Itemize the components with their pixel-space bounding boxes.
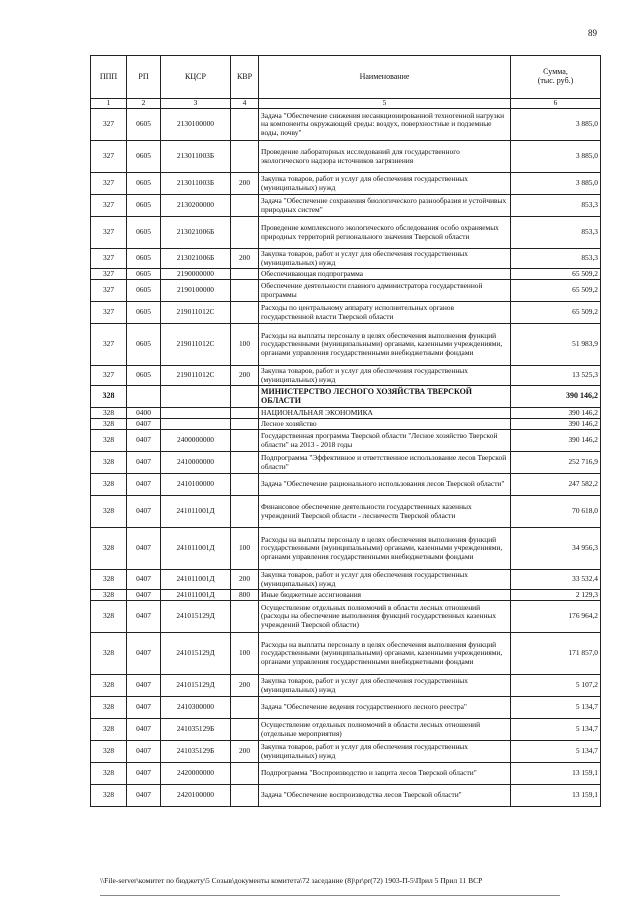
cell-kcsr: [161, 419, 231, 430]
cell-kvr: [231, 408, 259, 419]
cell-sum: 853,3: [511, 217, 601, 249]
header-kcsr: КЦСР: [161, 56, 231, 99]
cell-kvr: [231, 386, 259, 408]
cell-name: Обеспечивающая подпрограмма: [259, 269, 511, 280]
cell-kcsr: 241015129Д: [161, 675, 231, 697]
table-row: [91, 452, 601, 474]
cell-kvr: 100: [231, 528, 259, 570]
cell-name: Задача "Обеспечение воспроизводства лесов Тверской области": [259, 785, 511, 807]
cell-rp: 0407: [127, 741, 161, 763]
cell-rp: 0407: [127, 697, 161, 719]
table-row: [91, 785, 601, 807]
cell-kvr: 200: [231, 741, 259, 763]
cell-name: Осуществление отдельных полномочий в области лесных отношений (расходы на обеспечение выполнения функций государственных казенных учреждений Тверской области): [259, 601, 511, 633]
cell-kvr: [231, 302, 259, 324]
cell-name: Расходы на выплаты персоналу в целях обеспечения выполнения функций государственными (муниципальными) органами, казенными учреждениями, органами управления государственными внебюджетными фондами: [259, 633, 511, 675]
scan-divider: [100, 895, 560, 896]
cell-ppp: 328: [91, 430, 127, 452]
cell-name: НАЦИОНАЛЬНАЯ ЭКОНОМИКА: [259, 408, 511, 419]
cell-kvr: [231, 280, 259, 302]
cell-name: Подпрограмма "Эффективное и ответственное использование лесов Тверской области": [259, 452, 511, 474]
cell-ppp: 327: [91, 195, 127, 217]
cell-sum: 252 716,9: [511, 452, 601, 474]
cell-sum: 390 146,2: [511, 430, 601, 452]
cell-rp: 0605: [127, 195, 161, 217]
header-ppp: ППП: [91, 56, 127, 99]
cell-kvr: [231, 141, 259, 173]
cell-sum: 65 509,2: [511, 269, 601, 280]
cell-kcsr: 241035129Б: [161, 719, 231, 741]
cell-rp: 0605: [127, 324, 161, 366]
cell-name: Расходы по центральному аппарату исполнительных органов государственной власти Тверской области: [259, 302, 511, 324]
cell-ppp: 328: [91, 419, 127, 430]
cell-kcsr: 2410100000: [161, 474, 231, 496]
cell-kvr: 200: [231, 675, 259, 697]
table-row: [91, 173, 601, 195]
cell-kvr: [231, 419, 259, 430]
cell-rp: 0605: [127, 269, 161, 280]
cell-sum: 65 509,2: [511, 302, 601, 324]
table-row: [91, 366, 601, 386]
cell-ppp: 328: [91, 675, 127, 697]
cell-sum: 5 134,7: [511, 719, 601, 741]
cell-sum: 171 857,0: [511, 633, 601, 675]
column-number: 1: [91, 99, 127, 109]
table-row: [91, 217, 601, 249]
cell-kvr: [231, 697, 259, 719]
cell-sum: 13 159,1: [511, 785, 601, 807]
cell-kvr: 200: [231, 570, 259, 590]
cell-rp: 0407: [127, 675, 161, 697]
cell-ppp: 328: [91, 633, 127, 675]
cell-ppp: 328: [91, 408, 127, 419]
cell-name: Закупка товаров, работ и услуг для обеспечения государственных (муниципальных) нужд: [259, 570, 511, 590]
cell-rp: 0407: [127, 452, 161, 474]
cell-kvr: 200: [231, 173, 259, 195]
cell-ppp: 327: [91, 269, 127, 280]
cell-ppp: 328: [91, 496, 127, 528]
cell-rp: 0605: [127, 280, 161, 302]
table-row: [91, 386, 601, 408]
header-sum: Сумма, (тыс. руб.): [511, 56, 601, 99]
table-row: [91, 408, 601, 419]
table-row: [91, 719, 601, 741]
cell-kcsr: 2130100000: [161, 109, 231, 141]
cell-sum: 5 107,2: [511, 675, 601, 697]
cell-ppp: 328: [91, 386, 127, 408]
cell-name: Финансовое обеспечение деятельности государственных казенных учреждений Тверской области - лесничеств Тверской области: [259, 496, 511, 528]
page-number: 89: [588, 28, 597, 38]
column-number: 5: [259, 99, 511, 109]
cell-sum: 13 525,3: [511, 366, 601, 386]
column-number: 6: [511, 99, 601, 109]
cell-kvr: 200: [231, 366, 259, 386]
cell-rp: 0407: [127, 719, 161, 741]
cell-rp: 0605: [127, 217, 161, 249]
cell-rp: 0605: [127, 173, 161, 195]
cell-name: Расходы на выплаты персоналу в целях обеспечения выполнения функций государственными (муниципальными) органами, казенными учреждениями, органами управления государственными внебюджетными фондами: [259, 528, 511, 570]
cell-rp: 0407: [127, 474, 161, 496]
cell-name: МИНИСТЕРСТВО ЛЕСНОГО ХОЗЯЙСТВА ТВЕРСКОЙ ОБЛАСТИ: [259, 386, 511, 408]
cell-name: Проведение комплексного экологического обследования особо охраняемых природных территорий регионального значения Тверской области: [259, 217, 511, 249]
cell-sum: 853,3: [511, 249, 601, 269]
cell-kcsr: 213011003Б: [161, 141, 231, 173]
cell-kvr: [231, 763, 259, 785]
table-row: [91, 430, 601, 452]
cell-kcsr: 2410000000: [161, 452, 231, 474]
cell-sum: 390 146,2: [511, 386, 601, 408]
cell-kcsr: 241011001Д: [161, 496, 231, 528]
cell-kcsr: 2410300000: [161, 697, 231, 719]
cell-kcsr: 241011001Д: [161, 590, 231, 601]
cell-ppp: 327: [91, 280, 127, 302]
cell-kcsr: 213011003Б: [161, 173, 231, 195]
cell-kcsr: [161, 386, 231, 408]
cell-kcsr: 241015129Д: [161, 633, 231, 675]
cell-rp: 0407: [127, 496, 161, 528]
cell-kvr: [231, 719, 259, 741]
column-number: 3: [161, 99, 231, 109]
cell-rp: 0605: [127, 141, 161, 173]
table-row: [91, 141, 601, 173]
cell-sum: 2 129,3: [511, 590, 601, 601]
cell-ppp: 328: [91, 452, 127, 474]
cell-kcsr: 219011012С: [161, 302, 231, 324]
table-row: [91, 496, 601, 528]
cell-ppp: 328: [91, 763, 127, 785]
table-row: [91, 474, 601, 496]
cell-rp: 0400: [127, 408, 161, 419]
column-number: 2: [127, 99, 161, 109]
cell-sum: 65 509,2: [511, 280, 601, 302]
cell-ppp: 328: [91, 785, 127, 807]
cell-ppp: 328: [91, 570, 127, 590]
cell-rp: 0407: [127, 763, 161, 785]
cell-rp: 0407: [127, 590, 161, 601]
cell-kvr: [231, 785, 259, 807]
cell-kcsr: 241015129Д: [161, 601, 231, 633]
cell-kvr: [231, 195, 259, 217]
cell-rp: 0407: [127, 570, 161, 590]
cell-kcsr: 2190100000: [161, 280, 231, 302]
cell-kcsr: 2400000000: [161, 430, 231, 452]
header-kvr: КВР: [231, 56, 259, 99]
cell-kvr: [231, 601, 259, 633]
cell-name: Иные бюджетные ассигнования: [259, 590, 511, 601]
cell-name: Закупка товаров, работ и услуг для обеспечения государственных (муниципальных) нужд: [259, 366, 511, 386]
cell-ppp: 327: [91, 141, 127, 173]
table-row: [91, 763, 601, 785]
cell-sum: 34 956,3: [511, 528, 601, 570]
cell-sum: 247 582,2: [511, 474, 601, 496]
cell-kvr: 100: [231, 633, 259, 675]
cell-name: Задача "Обеспечение рационального использования лесов Тверской области": [259, 474, 511, 496]
table-row: [91, 697, 601, 719]
cell-sum: 33 532,4: [511, 570, 601, 590]
cell-ppp: 327: [91, 366, 127, 386]
cell-kcsr: 241011001Д: [161, 528, 231, 570]
cell-kcsr: 219011012С: [161, 324, 231, 366]
column-number-row: [91, 99, 601, 109]
cell-kvr: 100: [231, 324, 259, 366]
cell-rp: 0407: [127, 419, 161, 430]
cell-kvr: 800: [231, 590, 259, 601]
cell-sum: 176 964,2: [511, 601, 601, 633]
table-row: [91, 590, 601, 601]
cell-name: Закупка товаров, работ и услуг для обеспечения государственных (муниципальных) нужд: [259, 675, 511, 697]
table-row: [91, 249, 601, 269]
cell-sum: 3 885,0: [511, 109, 601, 141]
table-header-row: [91, 56, 601, 99]
cell-sum: 13 159,1: [511, 763, 601, 785]
table-row: [91, 570, 601, 590]
cell-name: Обеспечение деятельности главного администратора государственной программы: [259, 280, 511, 302]
cell-kvr: [231, 474, 259, 496]
column-number: 4: [231, 99, 259, 109]
cell-name: Проведение лабораторных исследований для государственного экологического надзора источников загрязнения: [259, 141, 511, 173]
table-row: [91, 302, 601, 324]
table-body: [91, 109, 601, 807]
cell-sum: 5 134,7: [511, 741, 601, 763]
header-name: Наименование: [259, 56, 511, 99]
table-row: [91, 601, 601, 633]
cell-ppp: 328: [91, 474, 127, 496]
cell-ppp: 328: [91, 697, 127, 719]
cell-kvr: [231, 452, 259, 474]
cell-kvr: 200: [231, 249, 259, 269]
cell-kcsr: 213021006Б: [161, 217, 231, 249]
cell-kvr: [231, 109, 259, 141]
cell-name: Подпрограмма "Воспроизводство и защита лесов Тверской области": [259, 763, 511, 785]
cell-ppp: 327: [91, 324, 127, 366]
budget-table: [90, 55, 601, 807]
cell-sum: 5 134,7: [511, 697, 601, 719]
footer-file-path: \\File-server\комитет по бюджету\5 Созыв\документы комитета\72 заседание (8)\pr\pr(72) 1903-П-5\Прил 5 Прил 11 ВСР: [100, 876, 483, 885]
cell-name: Задача "Обеспечение снижения несанкционированной техногенной нагрузки на компоненты окружающей среды: воздух, поверхностные и подземные воды, почву": [259, 109, 511, 141]
cell-kcsr: 2130200000: [161, 195, 231, 217]
table-row: [91, 195, 601, 217]
cell-ppp: 328: [91, 741, 127, 763]
table-row: [91, 528, 601, 570]
cell-kvr: [231, 269, 259, 280]
cell-ppp: 327: [91, 249, 127, 269]
cell-name: Закупка товаров, работ и услуг для обеспечения государственных (муниципальных) нужд: [259, 173, 511, 195]
cell-rp: 0407: [127, 785, 161, 807]
cell-rp: [127, 386, 161, 408]
cell-sum: 390 146,2: [511, 419, 601, 430]
cell-ppp: 328: [91, 601, 127, 633]
header-rp: РП: [127, 56, 161, 99]
cell-kcsr: 2420100000: [161, 785, 231, 807]
cell-ppp: 327: [91, 217, 127, 249]
cell-ppp: 327: [91, 109, 127, 141]
cell-name: Задача "Обеспечение ведения государственного лесного реестра": [259, 697, 511, 719]
cell-name: Расходы на выплаты персоналу в целях обеспечения выполнения функций государственными (муниципальными) органами, казенными учреждениями, органами управления государственными внебюджетными фондами: [259, 324, 511, 366]
table-row: [91, 741, 601, 763]
cell-rp: 0407: [127, 528, 161, 570]
cell-name: Государственная программа Тверской области "Лесное хозяйство Тверской области" на 2013 - 2018 годы: [259, 430, 511, 452]
cell-rp: 0605: [127, 366, 161, 386]
cell-kcsr: 2190000000: [161, 269, 231, 280]
cell-kvr: [231, 430, 259, 452]
cell-ppp: 328: [91, 528, 127, 570]
cell-rp: 0605: [127, 109, 161, 141]
cell-name: Закупка товаров, работ и услуг для обеспечения государственных (муниципальных) нужд: [259, 249, 511, 269]
cell-ppp: 327: [91, 173, 127, 195]
cell-name: Лесное хозяйство: [259, 419, 511, 430]
table-row: [91, 280, 601, 302]
table-row: [91, 109, 601, 141]
cell-name: Осуществление отдельных полномочий в области лесных отношений (отдельные мероприятия): [259, 719, 511, 741]
table-row: [91, 419, 601, 430]
cell-kcsr: 241035129Б: [161, 741, 231, 763]
cell-name: Задача "Обеспечение сохранения биологического разнообразия и устойчивых природных систем": [259, 195, 511, 217]
cell-sum: 3 885,0: [511, 173, 601, 195]
table-row: [91, 633, 601, 675]
cell-rp: 0605: [127, 302, 161, 324]
table-row: [91, 324, 601, 366]
cell-kvr: [231, 496, 259, 528]
cell-sum: 70 618,0: [511, 496, 601, 528]
cell-sum: 390 146,2: [511, 408, 601, 419]
cell-ppp: 328: [91, 719, 127, 741]
cell-rp: 0605: [127, 249, 161, 269]
cell-rp: 0407: [127, 601, 161, 633]
cell-ppp: 327: [91, 302, 127, 324]
table-row: [91, 269, 601, 280]
cell-sum: 3 885,0: [511, 141, 601, 173]
cell-kcsr: 213021006Б: [161, 249, 231, 269]
cell-kcsr: [161, 408, 231, 419]
cell-sum: 51 983,9: [511, 324, 601, 366]
table-row: [91, 675, 601, 697]
cell-rp: 0407: [127, 430, 161, 452]
cell-name: Закупка товаров, работ и услуг для обеспечения государственных (муниципальных) нужд: [259, 741, 511, 763]
cell-rp: 0407: [127, 633, 161, 675]
cell-kcsr: 241011001Д: [161, 570, 231, 590]
cell-kvr: [231, 217, 259, 249]
cell-kcsr: 2420000000: [161, 763, 231, 785]
cell-kcsr: 219011012С: [161, 366, 231, 386]
cell-sum: 853,3: [511, 195, 601, 217]
cell-ppp: 328: [91, 590, 127, 601]
